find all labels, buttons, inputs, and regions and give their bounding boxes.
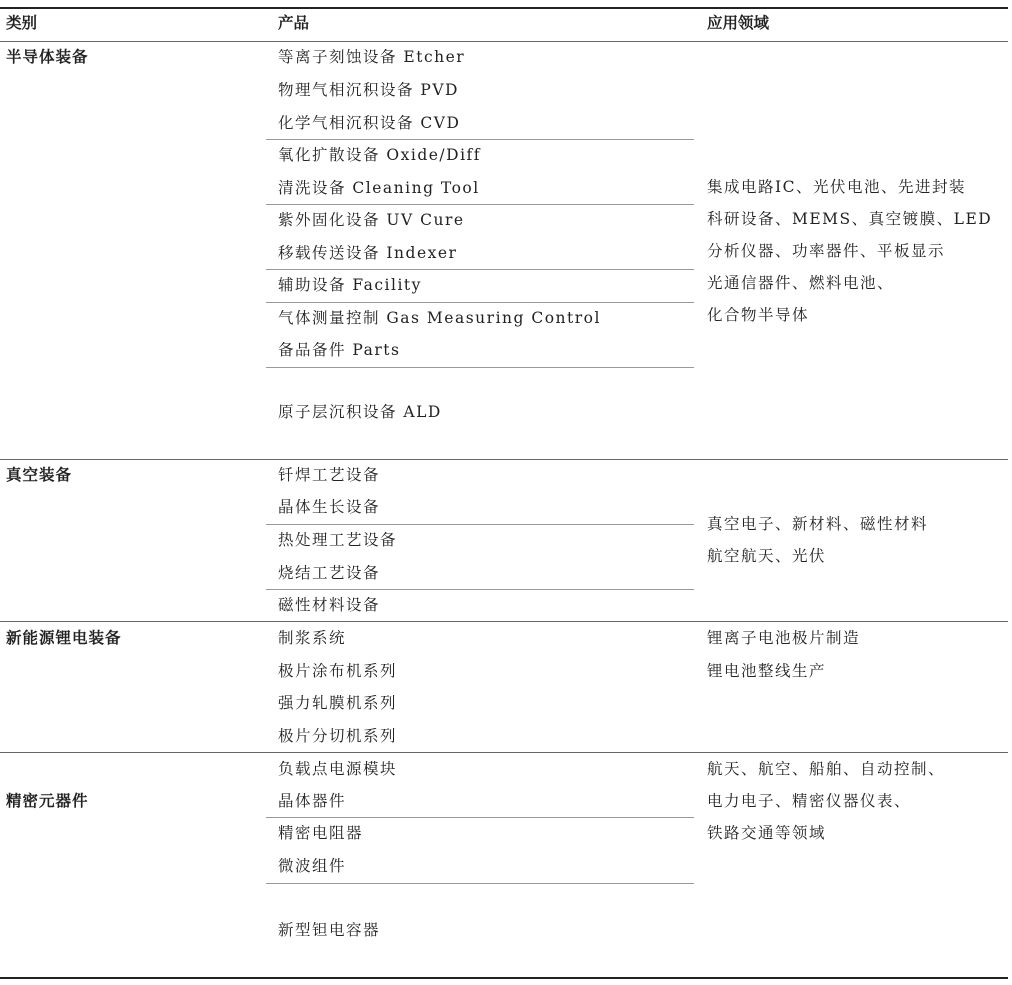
product-item: 晶体生长设备 [278,498,381,516]
product-item: 新型钽电容器 [278,921,381,939]
row-divider [266,367,694,368]
header-bottom-rule [0,41,1008,42]
product-item: 微波组件 [278,857,347,875]
application-line: 铁路交通等领域 [707,824,827,842]
product-item: 移载传送设备 Indexer [278,244,458,262]
product-item: 烧结工艺设备 [278,564,381,582]
header-product: 产品 [278,13,310,32]
product-item: 气体测量控制 Gas Measuring Control [278,309,601,327]
row-divider [266,589,694,590]
section-divider [0,621,1008,622]
application-line: 航空航天、光伏 [707,547,827,565]
product-item: 热处理工艺设备 [278,531,398,549]
application-line: 化合物半导体 [707,306,810,324]
row-divider [266,524,694,525]
application-line: 集成电路IC、光伏电池、先进封装 [707,178,966,196]
product-item: 氧化扩散设备 Oxide/Diff [278,146,482,164]
application-line: 分析仪器、功率器件、平板显示 [707,242,946,260]
product-item: 化学气相沉积设备 CVD [278,114,461,132]
product-item: 负载点电源模块 [278,760,398,778]
product-item: 紫外固化设备 UV Cure [278,211,465,229]
row-divider [266,204,694,205]
category-label: 真空装备 [6,465,73,484]
row-divider [266,817,694,818]
product-item: 强力轧膜机系列 [278,694,398,712]
application-line: 科研设备、MEMS、真空镀膜、LED [707,210,993,228]
section-divider [0,752,1008,753]
row-divider [266,139,694,140]
product-item: 极片分切机系列 [278,727,398,745]
application-line: 锂离子电池极片制造 [707,629,861,647]
application-line: 电力电子、精密仪器仪表、 [707,792,912,810]
product-item: 磁性材料设备 [278,596,381,614]
category-label: 新能源锂电装备 [6,628,122,647]
table-bottom-rule [0,977,1008,979]
row-divider [266,883,694,884]
product-item: 精密电阻器 [278,824,364,842]
header-category: 类别 [6,13,38,32]
product-item: 备品备件 Parts [278,341,401,359]
application-line: 航天、航空、船舶、自动控制、 [707,760,946,778]
application-line: 真空电子、新材料、磁性材料 [707,515,929,533]
row-divider [266,269,694,270]
application-line: 锂电池整线生产 [707,662,827,680]
product-item: 清洗设备 Cleaning Tool [278,179,480,197]
product-item: 辅助设备 Facility [278,276,422,294]
application-line: 光通信器件、燃料电池、 [707,274,895,292]
row-divider [266,302,694,303]
category-label: 精密元器件 [6,791,89,810]
header-application: 应用领域 [707,13,770,32]
product-item: 物理气相沉积设备 PVD [278,81,459,99]
product-item: 晶体器件 [278,792,347,810]
product-item: 制浆系统 [278,629,347,647]
product-item: 原子层沉积设备 ALD [278,403,442,421]
product-item: 极片涂布机系列 [278,662,398,680]
product-item: 钎焊工艺设备 [278,466,381,484]
table-top-rule [0,7,1008,9]
section-divider [0,459,1008,460]
product-item: 等离子刻蚀设备 Etcher [278,48,466,66]
category-label: 半导体装备 [6,47,89,66]
